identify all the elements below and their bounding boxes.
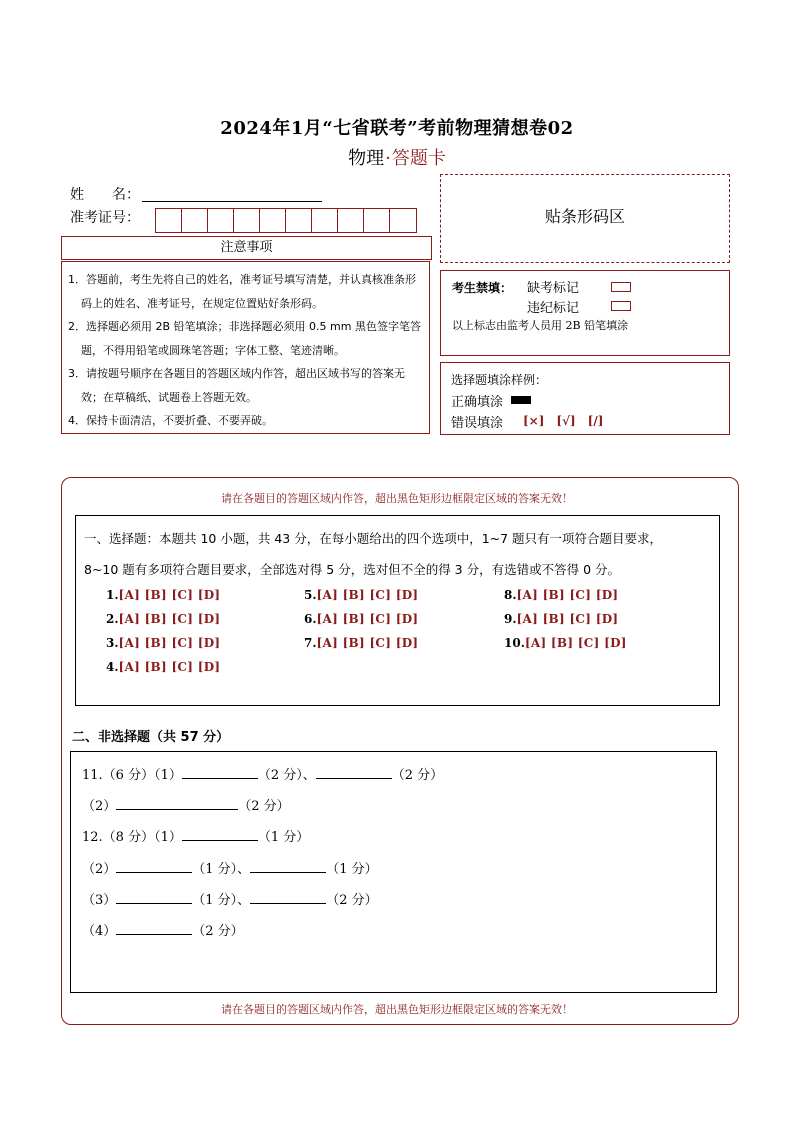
answer-blank[interactable] bbox=[116, 860, 192, 873]
answer-blank[interactable] bbox=[116, 797, 238, 810]
answer-blank[interactable] bbox=[182, 766, 258, 779]
correct-fill-label: 正确填涂 bbox=[451, 395, 504, 410]
mc-question[interactable]: 7.[A] [B] [C] [D] bbox=[304, 636, 419, 650]
mc-options[interactable]: [A] [B] [C] [D] bbox=[118, 612, 221, 626]
mc-options[interactable]: [A] [B] [C] [D] bbox=[316, 636, 419, 650]
warning-bottom: 请在各题目的答题区域内作答，超出黑色矩形边框限定区域的答案无效！ bbox=[221, 1003, 573, 1016]
answer-line-q12-1: 12.（8 分）（1） （1 分） bbox=[82, 830, 310, 845]
answer-blank[interactable] bbox=[116, 891, 192, 904]
exam-digit-box[interactable] bbox=[364, 209, 390, 232]
subtitle-card: 答题卡 bbox=[391, 148, 446, 169]
answer-line-q11-1: 11.（6 分）（1） （2 分）、 （2 分） bbox=[82, 768, 444, 783]
notice-item: 1．答题前，考生先将自己的姓名，准考证号填写清楚，并认真核准条形码上的姓名、准考证号，在规定位置贴好条形码。 bbox=[68, 273, 416, 310]
violation-mark[interactable] bbox=[611, 301, 631, 311]
section1-instructions-1: 一、选择题：本题共 10 小题，共 43 分，在每小题给出的四个选项中，1~7 题只有一项符合题目要求， bbox=[84, 531, 663, 546]
barcode-area: 贴条形码区 bbox=[440, 174, 730, 263]
proctor-mark-box bbox=[440, 270, 730, 356]
violation-label: 违纪标记 bbox=[527, 301, 580, 316]
mc-question[interactable]: 10.[A] [B] [C] [D] bbox=[504, 636, 627, 650]
notice-item: 4．保持卡面清洁，不要折叠、不要弄破。 bbox=[68, 414, 273, 427]
notice-item: 3．请按题号顺序在各题目的答题区域内作答，超出区域书写的答案无效；在草稿纸、试题卷上答题无效。 bbox=[68, 367, 405, 404]
answer-line-q12-4: （4） （2 分） bbox=[82, 924, 244, 939]
mc-options[interactable]: [A] [B] [C] [D] bbox=[118, 636, 221, 650]
ban-note: 以上标志由监考人员用 2B 铅笔填涂 bbox=[452, 319, 629, 332]
ban-label: 考生禁填： bbox=[452, 281, 513, 295]
section1-instructions-2: 8~10 题有多项符合题目要求，全部选对得 5 分，选对但不全的得 3 分，有选错或不答得 0 分。 bbox=[84, 562, 621, 577]
fill-sample-box bbox=[440, 362, 730, 435]
mc-question[interactable]: 8.[A] [B] [C] [D] bbox=[504, 588, 619, 602]
exam-number-boxes[interactable] bbox=[155, 208, 417, 233]
answer-blank[interactable] bbox=[250, 891, 326, 904]
mc-options[interactable]: [A] [B] [C] [D] bbox=[516, 612, 619, 626]
correct-fill-sample bbox=[511, 396, 531, 404]
exam-digit-box[interactable] bbox=[208, 209, 234, 232]
warning-top: 请在各题目的答题区域内作答，超出黑色矩形边框限定区域的答案无效！ bbox=[221, 492, 573, 505]
exam-digit-box[interactable] bbox=[312, 209, 338, 232]
mc-question[interactable]: 1.[A] [B] [C] [D] bbox=[106, 588, 221, 602]
exam-number-label: 准考证号： bbox=[70, 210, 140, 226]
mc-question[interactable]: 3.[A] [B] [C] [D] bbox=[106, 636, 221, 650]
mc-question[interactable]: 2.[A] [B] [C] [D] bbox=[106, 612, 221, 626]
mc-question[interactable]: 4.[A] [B] [C] [D] bbox=[106, 660, 221, 674]
answer-line-q11-2: （2） （2 分） bbox=[82, 799, 290, 814]
mc-options[interactable]: [A] [B] [C] [D] bbox=[524, 636, 627, 650]
absent-mark[interactable] bbox=[611, 282, 631, 292]
exam-digit-box[interactable] bbox=[234, 209, 260, 232]
mc-options[interactable]: [A] [B] [C] [D] bbox=[316, 612, 419, 626]
answer-blank[interactable] bbox=[250, 860, 326, 873]
exam-digit-box[interactable] bbox=[182, 209, 208, 232]
exam-digit-box[interactable] bbox=[390, 209, 416, 232]
mc-options[interactable]: [A] [B] [C] [D] bbox=[516, 588, 619, 602]
exam-digit-box[interactable] bbox=[260, 209, 286, 232]
wrong-fill-samples: [×] [√] [/] bbox=[523, 414, 604, 428]
mc-question[interactable]: 5.[A] [B] [C] [D] bbox=[304, 588, 419, 602]
exam-digit-box[interactable] bbox=[286, 209, 312, 232]
exam-digit-box[interactable] bbox=[338, 209, 364, 232]
sample-title: 选择题填涂样例： bbox=[451, 373, 548, 387]
notice-heading: 注意事项 bbox=[61, 236, 432, 260]
mc-options[interactable]: [A] [B] [C] [D] bbox=[118, 660, 221, 674]
answer-blank[interactable] bbox=[316, 766, 392, 779]
answer-line-q12-3: （3） （1 分）、 （2 分） bbox=[82, 893, 378, 908]
subtitle-subject: 物理 bbox=[348, 148, 385, 169]
exam-digit-box[interactable] bbox=[156, 209, 182, 232]
mc-options[interactable]: [A] [B] [C] [D] bbox=[118, 588, 221, 602]
notice-item: 2．选择题必须用 2B 铅笔填涂；非选择题必须用 0.5 mm 黑色签字笔答题，不得用铅笔或圆珠笔答题；字体工整、笔迹清晰。 bbox=[68, 320, 421, 357]
answer-blank[interactable] bbox=[182, 828, 258, 841]
mc-question[interactable]: 9.[A] [B] [C] [D] bbox=[504, 612, 619, 626]
page-subtitle bbox=[0, 144, 794, 170]
mc-options[interactable]: [A] [B] [C] [D] bbox=[316, 588, 419, 602]
mc-question[interactable]: 6.[A] [B] [C] [D] bbox=[304, 612, 419, 626]
absent-label: 缺考标记 bbox=[527, 281, 580, 296]
answer-blank[interactable] bbox=[116, 922, 192, 935]
subtitle-dot: · bbox=[385, 148, 391, 169]
answer-line-q12-2: （2） （1 分）、 （1 分） bbox=[82, 862, 378, 877]
name-field[interactable] bbox=[142, 200, 322, 202]
section2-title: 二、非选择题（共 57 分） bbox=[72, 730, 230, 745]
page-title: 2024年1月“七省联考”考前物理猜想卷02 bbox=[220, 118, 574, 139]
notice-box bbox=[61, 261, 430, 434]
wrong-fill-label: 错误填涂 bbox=[451, 416, 504, 431]
name-label: 姓 名： bbox=[70, 187, 140, 203]
